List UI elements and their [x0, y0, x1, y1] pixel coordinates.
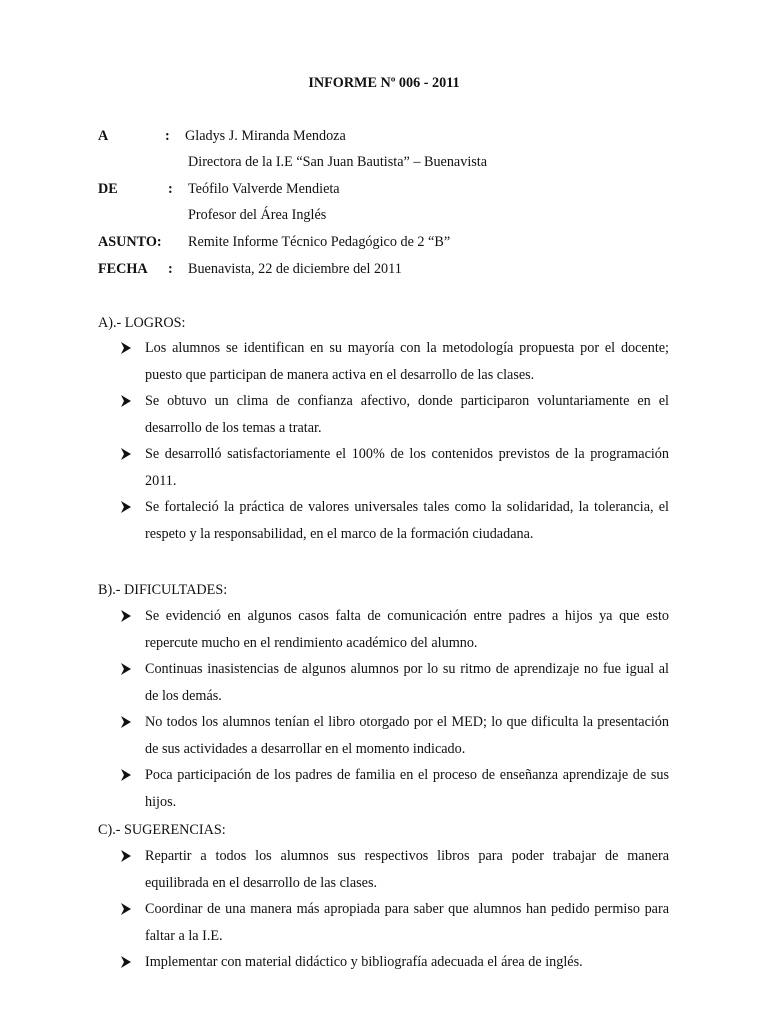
document-title: INFORME Nº 006 - 2011 [308, 75, 460, 91]
sender-name: Teófilo Valverde Mendieta [188, 181, 340, 197]
section-title-sugerencias: C).- SUGERENCIAS: [98, 822, 226, 838]
list-item: No todos los alumnos tenían el libro otorgado por el MED; lo que dificulta la presentación de sus actividades a desarrollar en el momento indicado. [118, 709, 669, 762]
list-item: Implementar con material didáctico y bibliografía adecuada el área de inglés. [118, 949, 669, 976]
list-dificultades [118, 603, 669, 815]
recipient-name: Gladys J. Miranda Mendoza [185, 128, 346, 144]
a-label: A [98, 128, 109, 144]
fecha-label: FECHA [98, 261, 148, 277]
list-item: Coordinar de una manera más apropiada para saber que alumnos han pedido permiso para faltar a la I.E. [118, 896, 669, 949]
list-sugerencias [118, 843, 669, 976]
arrow-bullet-icon [121, 610, 131, 622]
arrow-bullet-icon [121, 448, 131, 460]
list-logros [118, 335, 669, 547]
fecha-colon: : [168, 261, 173, 277]
list-item: Repartir a todos los alumnos sus respectivos libros para poder trabajar de manera equilibrada en el desarrollo de las clases. [118, 843, 669, 896]
list-item: Los alumnos se identifican en su mayoría con la metodología propuesta por el docente; puesto que participan de manera activa en el desarrollo de las clases. [118, 335, 669, 388]
arrow-bullet-icon [121, 395, 131, 407]
section-title-logros: A).- LOGROS: [98, 315, 186, 331]
list-item: Se obtuvo un clima de confianza afectivo, donde participaron voluntariamente en el desarrollo de los temas a tratar. [118, 388, 669, 441]
de-label: DE [98, 181, 118, 197]
arrow-bullet-icon [121, 716, 131, 728]
asunto-value: Remite Informe Técnico Pedagógico de 2 “B” [188, 234, 451, 250]
section-title-dificultades: B).- DIFICULTADES: [98, 582, 228, 598]
arrow-bullet-icon [121, 342, 131, 354]
list-item: Se fortaleció la práctica de valores universales tales como la solidaridad, la tolerancia, el respeto y la responsabilidad, en el marco de la formación ciudadana. [118, 494, 669, 547]
list-item: Se desarrolló satisfactoriamente el 100% de los contenidos previstos de la programación 2011. [118, 441, 669, 494]
de-colon: : [168, 181, 173, 197]
list-item: Se evidenció en algunos casos falta de comunicación entre padres a hijos ya que esto repercute mucho en el rendimiento académico del alumno. [118, 603, 669, 656]
fecha-value: Buenavista, 22 de diciembre del 2011 [188, 261, 402, 277]
arrow-bullet-icon [121, 501, 131, 513]
list-item: Poca participación de los padres de familia en el proceso de enseñanza aprendizaje de sus hijos. [118, 762, 669, 815]
recipient-role: Directora de la I.E “San Juan Bautista” – Buenavista [188, 154, 488, 170]
arrow-bullet-icon [121, 663, 131, 675]
sender-role: Profesor del Área Inglés [188, 207, 327, 223]
arrow-bullet-icon [121, 903, 131, 915]
a-colon: : [165, 128, 170, 144]
arrow-bullet-icon [121, 850, 131, 862]
arrow-bullet-icon [121, 956, 131, 968]
asunto-label: ASUNTO: [98, 234, 162, 250]
list-item: Continuas inasistencias de algunos alumnos por lo su ritmo de aprendizaje no fue igual al de los demás. [118, 656, 669, 709]
arrow-bullet-icon [121, 769, 131, 781]
